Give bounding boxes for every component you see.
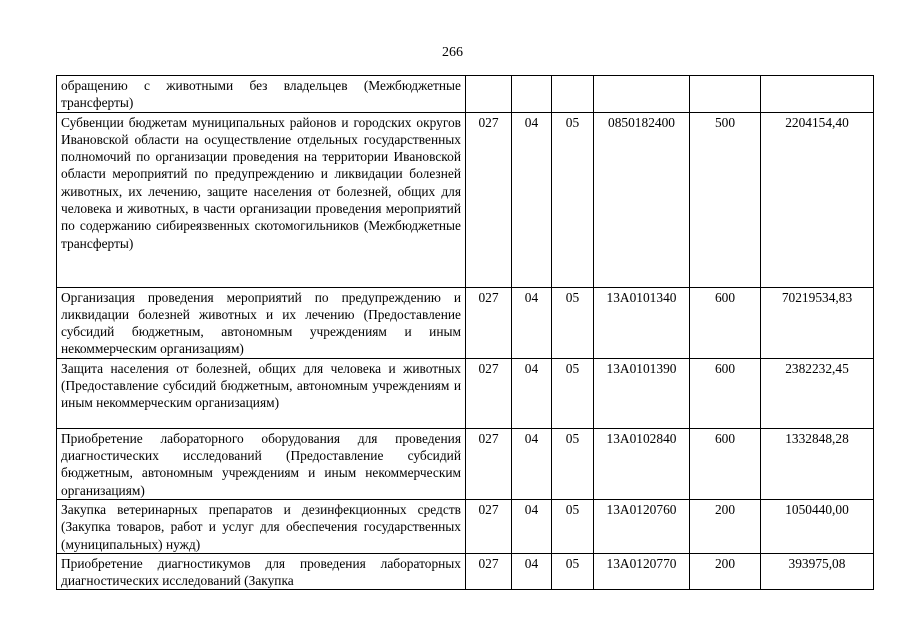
table-row: [57, 553, 874, 590]
target-article-code: 0850182400: [594, 112, 690, 287]
row-description: Организация проведения мероприятий по предупреждению и ликвидации болезней животных и их лечению (Предоставление субсидий бюджетным, автономным учреждениям и иным некоммерческим организациям): [57, 287, 466, 358]
amount: [761, 76, 874, 113]
table-row: [57, 112, 874, 287]
expense-type-code: 500: [690, 112, 761, 287]
ministry-code: 027: [466, 112, 512, 287]
expense-type-code: [690, 76, 761, 113]
table-row: [57, 358, 874, 428]
subsection-code: 05: [552, 499, 594, 553]
ministry-code: 027: [466, 553, 512, 590]
section-code: [512, 76, 552, 113]
ministry-code: 027: [466, 287, 512, 358]
amount: 2382232,45: [761, 358, 874, 428]
subsection-code: 05: [552, 553, 594, 590]
expense-type-code: 200: [690, 499, 761, 553]
ministry-code: 027: [466, 499, 512, 553]
budget-table: [56, 75, 874, 590]
table-row: [57, 287, 874, 358]
row-description: Субвенции бюджетам муниципальных районов и городских округов Ивановской области на осуществление отдельных государственных полномочий по организации проведения на территории Ивановской области мероприятий по предупреждению и ликвидации болезней животных, их лечению, защите населения от болезней, общих для человека и животных, в части организации проведения мероприятий по содержанию сибиреязвенных скотомогильников (Межбюджетные трансферты): [57, 112, 466, 287]
expense-type-code: 600: [690, 287, 761, 358]
ministry-code: 027: [466, 428, 512, 499]
subsection-code: 05: [552, 287, 594, 358]
amount: 393975,08: [761, 553, 874, 590]
subsection-code: 05: [552, 358, 594, 428]
amount: 2204154,40: [761, 112, 874, 287]
target-article-code: [594, 76, 690, 113]
section-code: 04: [512, 553, 552, 590]
amount: 1050440,00: [761, 499, 874, 553]
section-code: 04: [512, 499, 552, 553]
row-description: Защита населения от болезней, общих для человека и животных (Предоставление субсидий бюджетным, автономным учреждениям и иным некоммерческим организациям): [57, 358, 466, 428]
subsection-code: 05: [552, 112, 594, 287]
ministry-code: [466, 76, 512, 113]
section-code: 04: [512, 112, 552, 287]
row-description: Приобретение лабораторного оборудования для проведения диагностических исследований (Предоставление субсидий бюджетным, автономным учреждениям и иным некоммерческим организациям): [57, 428, 466, 499]
expense-type-code: 200: [690, 553, 761, 590]
section-code: 04: [512, 287, 552, 358]
page-number: 266: [442, 45, 463, 60]
target-article-code: 13А0120770: [594, 553, 690, 590]
amount: 1332848,28: [761, 428, 874, 499]
target-article-code: 13А0101340: [594, 287, 690, 358]
expense-type-code: 600: [690, 358, 761, 428]
table-row: [57, 76, 874, 113]
table-row: [57, 428, 874, 499]
target-article-code: 13А0101390: [594, 358, 690, 428]
row-description: Приобретение диагностикумов для проведения лабораторных диагностических исследований (Закупка: [57, 553, 466, 590]
section-code: 04: [512, 358, 552, 428]
target-article-code: 13А0120760: [594, 499, 690, 553]
amount: 70219534,83: [761, 287, 874, 358]
section-code: 04: [512, 428, 552, 499]
table-row: [57, 499, 874, 553]
ministry-code: 027: [466, 358, 512, 428]
row-description: обращению с животными без владельцев (Межбюджетные трансферты): [57, 76, 466, 113]
row-description: Закупка ветеринарных препаратов и дезинфекционных средств (Закупка товаров, работ и услуг для обеспечения государственных (муниципальных) нужд): [57, 499, 466, 553]
target-article-code: 13А0102840: [594, 428, 690, 499]
expense-type-code: 600: [690, 428, 761, 499]
subsection-code: 05: [552, 428, 594, 499]
subsection-code: [552, 76, 594, 113]
